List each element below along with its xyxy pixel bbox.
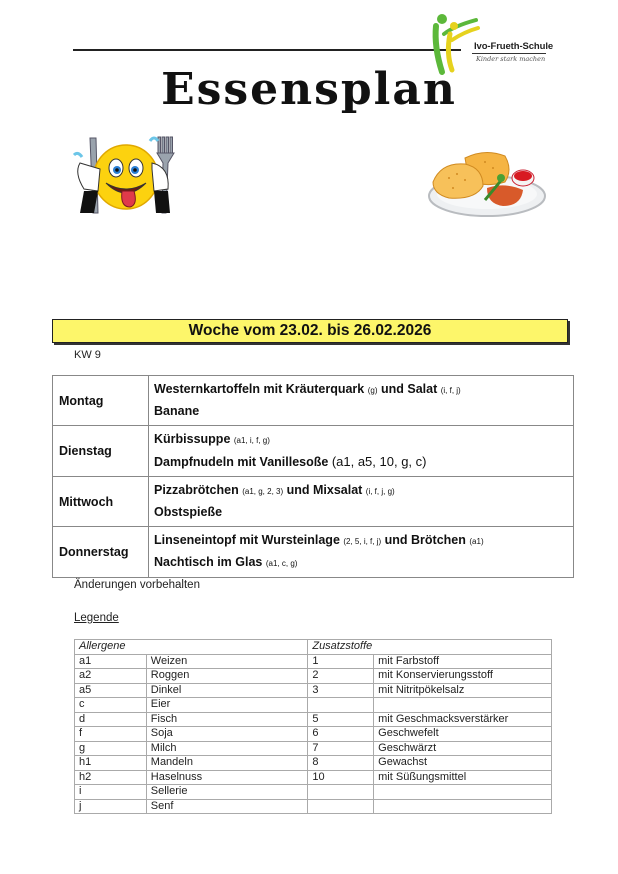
legend-row [75, 727, 552, 742]
meal-line [154, 401, 568, 422]
meal-name: Linseneintopf mit Wursteinlage [154, 533, 344, 547]
meal-line [154, 552, 568, 574]
menu-row [53, 527, 574, 578]
logo-underline [472, 53, 546, 54]
meal-line [154, 530, 568, 552]
allergen-code: i [75, 785, 147, 800]
allergen-code: a5 [75, 683, 147, 698]
meal-line [154, 480, 568, 502]
menu-row [53, 426, 574, 477]
allergen-name: Haselnuss [146, 770, 308, 785]
menu-row [53, 477, 574, 527]
legend-row [75, 770, 552, 785]
legend-row [75, 756, 552, 771]
additive-code: 6 [308, 727, 374, 742]
allergen-name: Roggen [146, 669, 308, 684]
legend-row [75, 785, 552, 800]
header-rule [73, 49, 461, 51]
additive-code: 7 [308, 741, 374, 756]
legend-row [75, 669, 552, 684]
food-plate-icon [425, 148, 550, 220]
allergen-codes: (a1) [469, 537, 484, 546]
allergen-name: Weizen [146, 654, 308, 669]
menu-table [52, 375, 574, 578]
changes-note: Änderungen vorbehalten [74, 579, 200, 591]
additive-name [374, 799, 552, 814]
allergen-name: Eier [146, 698, 308, 713]
additive-name: Gewachst [374, 756, 552, 771]
additive-name: mit Süßungsmittel [374, 770, 552, 785]
meal-name: Kürbissuppe [154, 432, 234, 446]
additive-code: 10 [308, 770, 374, 785]
allergen-code: j [75, 799, 147, 814]
additive-name [374, 698, 552, 713]
allergen-codes: (a1, g, 2, 3) [242, 487, 284, 496]
allergen-name: Sellerie [146, 785, 308, 800]
allergen-codes: (a1, a5, 10, g, c) [331, 454, 427, 469]
additive-code: 3 [308, 683, 374, 698]
additive-code: 8 [308, 756, 374, 771]
meal-name: und Salat [377, 382, 441, 396]
additive-name: mit Farbstoff [374, 654, 552, 669]
allergen-code: d [75, 712, 147, 727]
allergen-name: Dinkel [146, 683, 308, 698]
legend-header-row [75, 640, 552, 655]
allergen-name: Milch [146, 741, 308, 756]
legend-table [74, 639, 552, 814]
additive-name: mit Konservierungsstoff [374, 669, 552, 684]
additive-code: 2 [308, 669, 374, 684]
allergen-name: Soja [146, 727, 308, 742]
week-banner: Woche vom 23.02. bis 26.02.2026 [52, 319, 568, 343]
menu-day: Mittwoch [53, 477, 149, 527]
meal-line [154, 451, 568, 473]
allergens-header: Allergene [75, 640, 308, 655]
allergen-codes: (a1, c, g) [265, 559, 298, 568]
meal-name: Dampfnudeln mit Vanillesoße [154, 455, 332, 469]
legend-row [75, 698, 552, 713]
legend-row [75, 683, 552, 698]
additive-name: mit Geschmacksverstärker [374, 712, 552, 727]
allergen-code: h1 [75, 756, 147, 771]
allergen-codes: (g) [367, 386, 378, 395]
page-title: Essensplan [161, 64, 457, 115]
additive-code [308, 698, 374, 713]
menu-day: Montag [53, 376, 149, 426]
additive-name: Geschwärzt [374, 741, 552, 756]
legend-row [75, 654, 552, 669]
legend-row [75, 712, 552, 727]
meal-line [154, 502, 568, 523]
legend-row [75, 799, 552, 814]
meal-name: Pizzabrötchen [154, 483, 243, 497]
allergen-codes: (i, f, j) [440, 386, 461, 395]
menu-meals [149, 376, 574, 426]
meal-name: und Brötchen [381, 533, 470, 547]
additive-code [308, 785, 374, 800]
calendar-week: KW 9 [74, 349, 101, 361]
allergen-codes: (i, f, j, g) [365, 487, 395, 496]
allergen-code: a1 [75, 654, 147, 669]
meal-line [154, 379, 568, 401]
additive-code: 5 [308, 712, 374, 727]
meal-name: Westernkartoffeln mit Kräuterquark [154, 382, 368, 396]
allergen-codes: (a1, i, f, g) [233, 436, 270, 445]
allergen-code: h2 [75, 770, 147, 785]
additive-code: 1 [308, 654, 374, 669]
menu-row [53, 376, 574, 426]
menu-day: Dienstag [53, 426, 149, 477]
meal-name: Nachtisch im Glas [154, 555, 266, 569]
meal-name: und Mixsalat [283, 483, 366, 497]
allergen-code: f [75, 727, 147, 742]
additives-header: Zusatzstoffe [308, 640, 552, 655]
legend-title: Legende [74, 612, 119, 624]
allergen-code: a2 [75, 669, 147, 684]
meal-line [154, 429, 568, 451]
additive-name [374, 785, 552, 800]
allergen-codes: (2, 5, i, f, j) [343, 537, 382, 546]
additive-name: Geschwefelt [374, 727, 552, 742]
allergen-name: Mandeln [146, 756, 308, 771]
smiley-with-cutlery-icon [70, 133, 180, 218]
allergen-code: c [75, 698, 147, 713]
meal-name: Obstspieße [154, 505, 223, 519]
allergen-code: g [75, 741, 147, 756]
allergen-name: Senf [146, 799, 308, 814]
menu-meals [149, 426, 574, 477]
legend-row [75, 741, 552, 756]
meal-name: Banane [154, 404, 200, 418]
menu-day: Donnerstag [53, 527, 149, 578]
menu-meals [149, 477, 574, 527]
menu-meals [149, 527, 574, 578]
additive-code [308, 799, 374, 814]
allergen-name: Fisch [146, 712, 308, 727]
additive-name: mit Nitritpökelsalz [374, 683, 552, 698]
school-slogan: Kinder stark machen [476, 55, 546, 63]
school-name: Ivo-Frueth-Schule [474, 41, 554, 52]
